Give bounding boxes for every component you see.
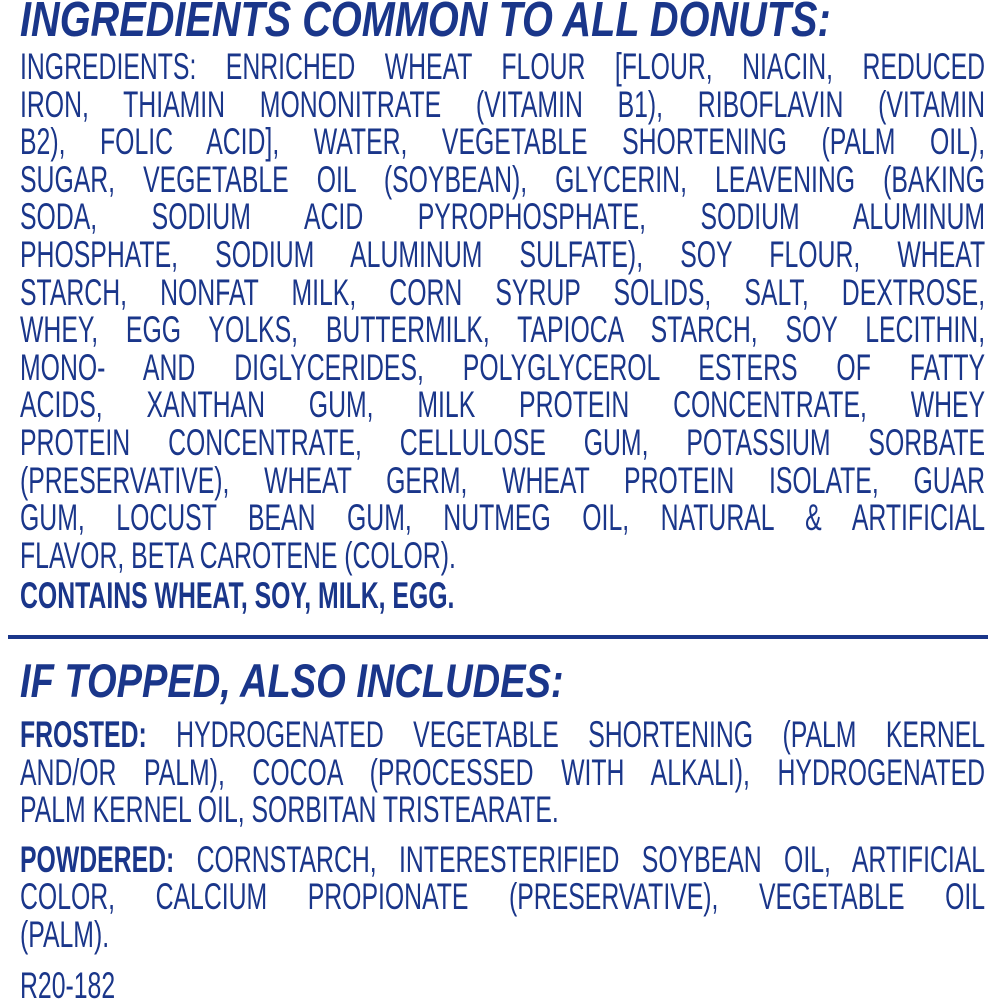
common-section-heading: INGREDIENTS COMMON TO ALL DONUTS: <box>20 0 831 47</box>
text-line: (PRESERVATIVE), WHEAT GERM, WHEAT PROTEIN ISOLATE, GUAR <box>20 459 986 501</box>
section-divider-rule <box>8 635 988 639</box>
text-line: PROTEIN CONCENTRATE, CELLULOSE GUM, POTASSIUM SORBATE <box>20 421 986 463</box>
text-line: STARCH, NONFAT MILK, CORN SYRUP SOLIDS, SALT, DEXTROSE, <box>20 271 986 313</box>
text-line: POWDERED: CORNSTARCH, INTERESTERIFIED SOYBEAN OIL, ARTIFICIAL <box>20 838 986 880</box>
frosted-ingredients-paragraph <box>20 713 986 831</box>
paragraph-label: POWDERED: <box>20 838 175 880</box>
text-line: ACIDS, XANTHAN GUM, MILK PROTEIN CONCENTRATE, WHEY <box>20 384 986 426</box>
footer-revision-code: R20-182 <box>20 965 116 1006</box>
text-line: GUM, LOCUST BEAN GUM, NUTMEG OIL, NATURAL & ARTIFICIAL <box>20 497 986 539</box>
text-line: SODA, SODIUM ACID PYROPHOSPHATE, SODIUM ALUMINUM <box>20 196 986 238</box>
contains-allergen-statement: CONTAINS WHEAT, SOY, MILK, EGG. <box>20 575 455 617</box>
text-line: INGREDIENTS: ENRICHED WHEAT FLOUR [FLOUR, NIACIN, REDUCED <box>20 46 986 87</box>
text-line: FROSTED: HYDROGENATED VEGETABLE SHORTENING (PALM KERNEL <box>20 713 986 755</box>
text-line: FLAVOR, BETA CAROTENE (COLOR). <box>20 534 456 576</box>
topped-section-heading: IF TOPPED, ALSO INCLUDES: <box>20 653 564 707</box>
paragraph-label: FROSTED: <box>20 713 147 755</box>
text-line: MONO- AND DIGLYCERIDES, POLYGLYCEROL ESTERS OF FATTY <box>20 346 986 388</box>
text-line: COLOR, CALCIUM PROPIONATE (PRESERVATIVE), VEGETABLE OIL <box>20 876 986 918</box>
text-line: B2), FOLIC ACID], WATER, VEGETABLE SHORTENING (PALM OIL), <box>20 121 986 163</box>
text-line: WHEY, EGG YOLKS, BUTTERMILK, TAPIOCA STARCH, SOY LECITHIN, <box>20 309 986 351</box>
common-ingredients-paragraph <box>20 48 985 574</box>
text-line: IRON, THIAMIN MONONITRATE (VITAMIN B1), RIBOFLAVIN (VITAMIN <box>20 83 986 125</box>
powdered-ingredients-paragraph <box>20 838 986 955</box>
text-line: (PALM). <box>20 913 110 955</box>
text-line: AND/OR PALM), COCOA (PROCESSED WITH ALKALI), HYDROGENATED <box>20 751 986 793</box>
text-line: SUGAR, VEGETABLE OIL (SOYBEAN), GLYCERIN, LEAVENING (BAKING <box>20 158 986 200</box>
text-line: PALM KERNEL OIL, SORBITAN TRISTEARATE. <box>20 789 559 831</box>
text-line: PHOSPHATE, SODIUM ALUMINUM SULFATE), SOY FLOUR, WHEAT <box>20 233 986 275</box>
